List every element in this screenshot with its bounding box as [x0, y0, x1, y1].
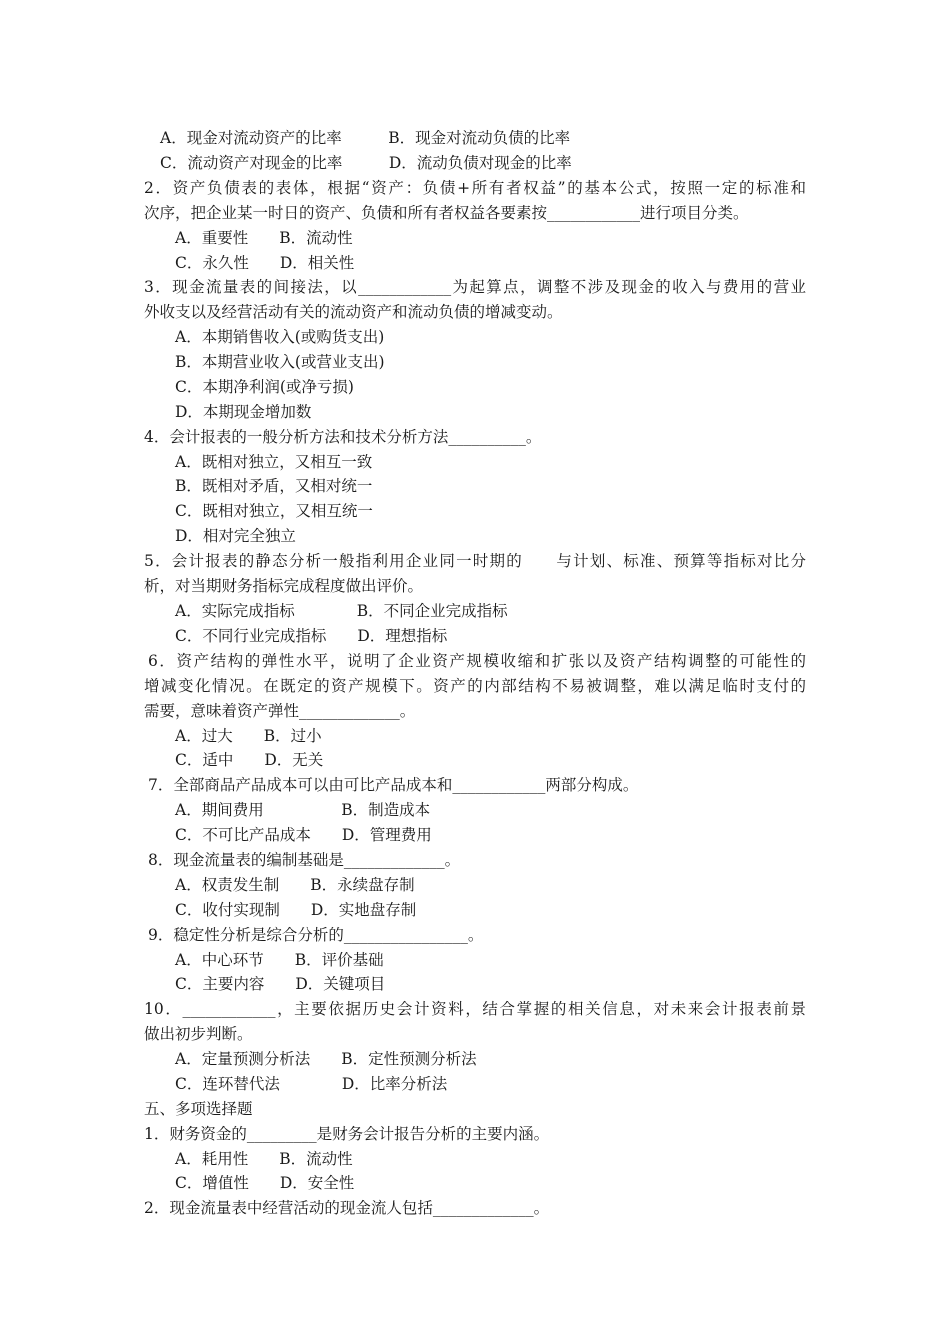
question-text: 次序，把企业某一时日的资产、负债和所有者权益各要素按____________进行项目分类。 [144, 204, 749, 222]
option-line: C．主要内容 D．关键项目 [175, 975, 386, 993]
option-line: A．既相对独立，又相互一致 [175, 453, 373, 471]
question-text: 2．现金流量表中经营活动的现金流人包括_____________。 [144, 1199, 550, 1217]
option-line: A．实际完成指标 B．不同企业完成指标 [175, 602, 508, 620]
option-line: A．现金对流动资产的比率 B．现金对流动负债的比率 [160, 129, 571, 147]
option-line: C．适中 D．无关 [175, 751, 324, 769]
question-text: 1．财务资金的_________是财务会计报告分析的主要内涵。 [144, 1125, 550, 1143]
question-text: 增减变化情况。在既定的资产规模下。资产的内部结构不易被调整，难以满足临时支付的 [144, 677, 806, 695]
option-line: A．期间费用 B．制造成本 [175, 801, 431, 819]
option-line: D．本期现金增加数 [175, 403, 312, 421]
option-line: C．不同行业完成指标 D．理想指标 [175, 627, 448, 645]
option-line: C．收付实现制 D．实地盘存制 [175, 901, 417, 919]
question-text: 外收支以及经营活动有关的流动资产和流动负债的增减变动。 [144, 303, 563, 321]
option-line: A．耗用性 B．流动性 [175, 1150, 353, 1168]
option-line: C．不可比产品成本 D．管理费用 [175, 826, 432, 844]
question-text: 9．稳定性分析是综合分析的________________。 [148, 926, 484, 944]
question-text: 做出初步判断。 [144, 1025, 253, 1043]
option-line: C．本期净利润(或净亏损) [175, 378, 354, 396]
question-text: 5．会计报表的静态分析一般指利用企业同一时期的 与计划、标准、预算等指标对比分 [144, 552, 806, 570]
section-heading: 五、多项选择题 [144, 1100, 253, 1118]
question-text: 析，对当期财务指标完成程度做出评价。 [144, 577, 424, 595]
option-line: C．连环替代法 D．比率分析法 [175, 1075, 448, 1093]
question-text: 6．资产结构的弹性水平，说明了企业资产规模收缩和扩张以及资产结构调整的可能性的 [148, 652, 806, 670]
option-line: A．本期销售收入(或购货支出) [175, 328, 385, 346]
option-line: A．重要性 B．流动性 [175, 229, 353, 247]
option-line: B．本期营业收入(或营业支出) [175, 353, 385, 371]
question-text: 7．全部商品产品成本可以由可比产品成本和____________两部分构成。 [148, 776, 639, 794]
option-line: A．过大 B．过小 [175, 727, 322, 745]
option-line: A．权责发生制 B．永续盘存制 [175, 876, 415, 894]
option-line: D．相对完全独立 [175, 527, 296, 545]
question-text: 4．会计报表的一般分析方法和技术分析方法__________。 [144, 428, 542, 446]
question-text: 3．现金流量表的间接法，以____________为起算点，调整不涉及现金的收入与费用的营业 [144, 278, 806, 296]
option-line: C．永久性 D．相关性 [175, 254, 355, 272]
option-line: C．既相对独立，又相互统一 [175, 502, 373, 520]
question-text: 2．资产负债表的表体，根据“资产：负债+所有者权益”的基本公式，按照一定的标准和 [144, 179, 806, 197]
option-line: C．增值性 D．安全性 [175, 1174, 355, 1192]
option-line: A．中心环节 B．评价基础 [175, 951, 384, 969]
question-text: 10．____________，主要依据历史会计资料，结合掌握的相关信息，对未来会计报表前景 [144, 1000, 806, 1018]
question-text: 8．现金流量表的编制基础是_____________。 [148, 851, 461, 869]
question-text: 需要，意味着资产弹性_____________。 [144, 702, 416, 720]
option-line: B．既相对矛盾，又相对统一 [175, 477, 373, 495]
option-line: C．流动资产对现金的比率 D．流动负债对现金的比率 [160, 154, 572, 172]
option-line: A．定量预测分析法 B．定性预测分析法 [175, 1050, 477, 1068]
